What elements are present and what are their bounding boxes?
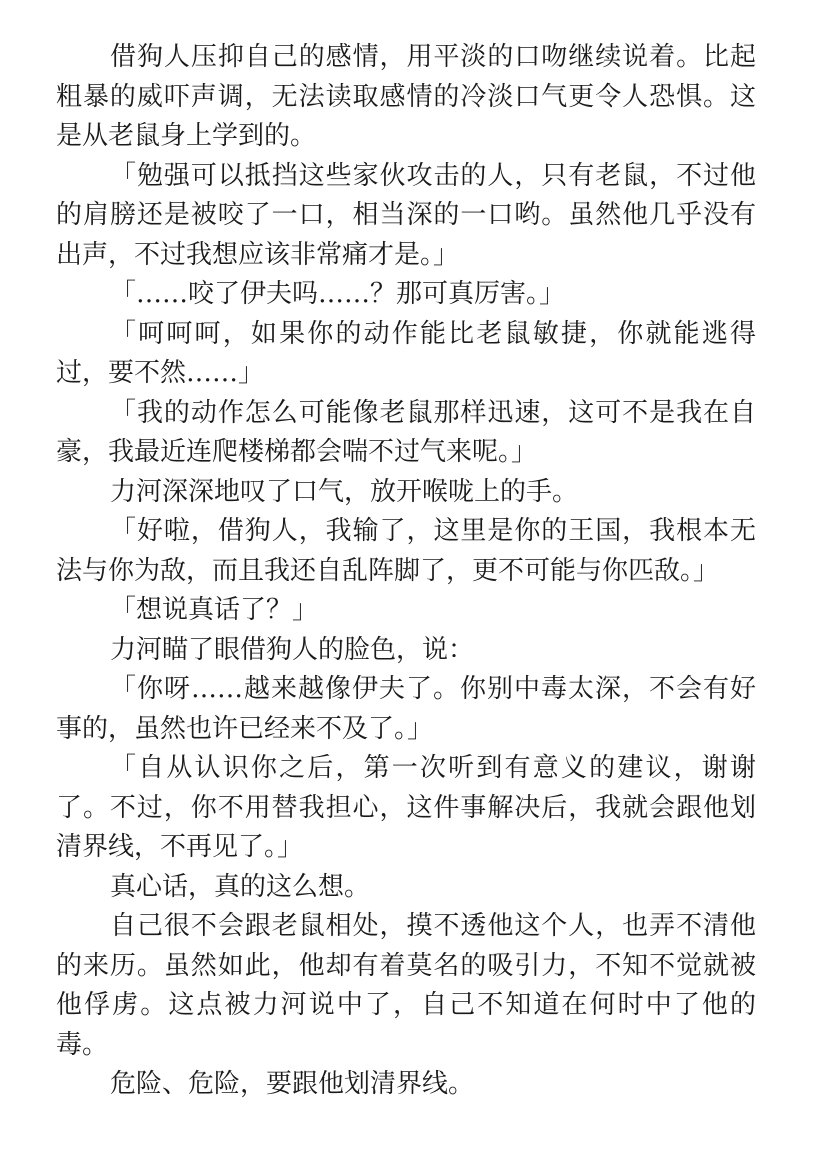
paragraph-1: 借狗人压抑自己的感情，用平淡的口吻继续说着。比起粗暴的威吓声调，无法读取感情的冷淡口气更令人恐惧。这是从老鼠身上学到的。 bbox=[56, 42, 756, 151]
paragraph-7: 「好啦，借狗人，我输了，这里是你的王国，我根本无法与你为敌，而且我还自乱阵脚了，更不可能与你匹敌。」 bbox=[56, 516, 756, 586]
paragraph-10: 「你呀……越来越像伊夫了。你别中毒太深，不会有好事的，虽然也许已经来不及了。」 bbox=[56, 674, 756, 744]
paragraph-4: 「呵呵呵，如果你的动作能比老鼠敏捷，你就能逃得过，要不然……」 bbox=[56, 318, 756, 388]
paragraph-12: 真心话，真的这么想。 bbox=[110, 871, 371, 902]
paragraph-3: 「……咬了伊夫吗……？那可真厉害。」 bbox=[110, 279, 566, 309]
paragraph-8: 「想说真话了？」 bbox=[110, 595, 319, 625]
paragraph-11: 「自从认识你之后，第一次听到有意义的建议，谢谢了。不过，你不用替我担心，这件事解决后，我就会跟他划清界线，不再见了。」 bbox=[56, 753, 756, 862]
paragraph-2: 「勉强可以抵挡这些家伙攻击的人，只有老鼠，不过他的肩膀还是被咬了一口，相当深的一口哟。虽然他几乎没有出声，不过我想应该非常痛才是。」 bbox=[56, 160, 756, 270]
paragraph-5: 「我的动作怎么可能像老鼠那样迅速，这可不是我在自豪，我最近连爬楼梯都会喘不过气来呢。」 bbox=[56, 397, 756, 467]
paragraph-9: 力河瞄了眼借狗人的脸色，说： bbox=[110, 634, 475, 665]
paragraph-14: 危险、危险，要跟他划清界线。 bbox=[110, 1069, 475, 1099]
body-text bbox=[56, 38, 756, 1105]
paragraph-13: 自己很不会跟老鼠相处，摸不透他这个人，也弄不清他的来历。虽然如此，他却有着莫名的吸引力，不知不觉就被他俘虏。这点被力河说中了，自己不知道在何时中了他的毒。 bbox=[56, 911, 756, 1060]
paragraph-6: 力河深深地叹了口气，放开喉咙上的手。 bbox=[110, 476, 579, 507]
